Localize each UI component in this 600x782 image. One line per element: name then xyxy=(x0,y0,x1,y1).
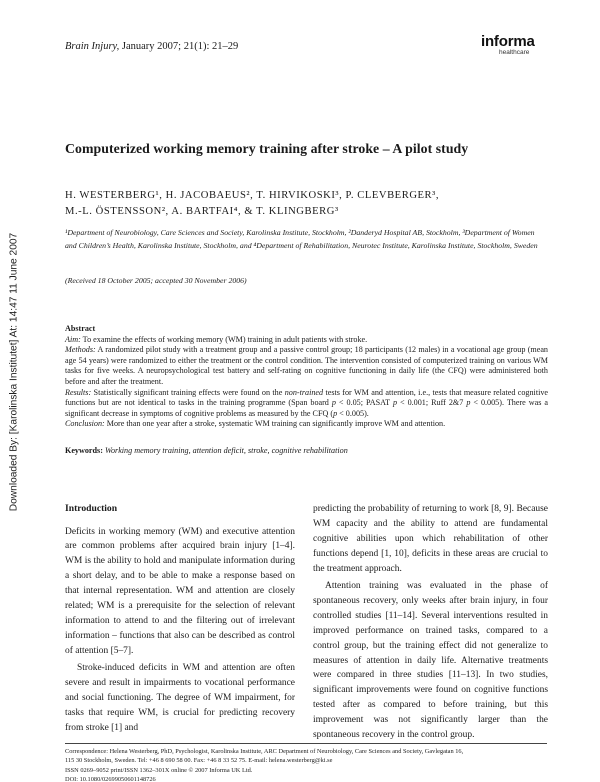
intro-paragraph: Deficits in working memory (WM) and executive attention are common problems after acquired brain injury [1–4]. WM is the ability to hold and manipulate information during a short delay, and to be able to make a response based on that internal representation. WM and attention are closely related; WM is a prerequisite for the selection of relevant information to attend to and the filtering out of irrelevant information – functions that also can be described as control of attention [5–7]. xyxy=(65,526,295,656)
publisher-logo xyxy=(481,34,535,57)
download-stamp: Downloaded By: [Karolinska Institutet] At: 14:47 11 June 2007 xyxy=(8,232,20,512)
intro-heading: Introduction xyxy=(65,503,118,514)
affiliations: ¹Department of Neurobiology, Care Sciences and Society, Karolinska Institute, Stockholm, ²Danderyd Hospital AB, Stockholm, ³Department of Women and Children’s Health, Karolinska Institute, Stockholm, and ⁴Department of Rehabilitation, Neurotec Institute, Karolinska Institute, Stockholm, Sweden xyxy=(65,228,538,251)
correspondence-line: Correspondence: Helena Westerberg, PhD, Psychologist, Karolinska Institute, ARC Department of Neurobiology, Care Sciences and Society, Gavlegatan 16, xyxy=(65,748,464,755)
journal-citation xyxy=(65,41,238,52)
doi-line: DOI: 10.1080/02699050601148726 xyxy=(65,775,156,782)
paper-title: Computerized working memory training after stroke – A pilot study xyxy=(65,141,469,156)
body-paragraph: predicting the probability of returning to work [8, 9]. Because WM capacity and the ability to attend are fundamental cognitive abilities upon which rehabilitation of other functions depend [1, 10], deficits in these areas are crucial to the treatment approach. xyxy=(313,504,548,574)
abstract xyxy=(65,324,548,430)
journal-issue: January 2007; 21(1): 21–29 xyxy=(119,41,239,52)
author-list xyxy=(65,188,545,220)
intro-paragraph: Stroke-induced deficits in WM and attention are often severe and result in impairments to vocational performance and social functioning. The degree of WM impairment, for tasks that require WM, is crucial for predicting recovery from stroke [1] and xyxy=(65,663,295,733)
author-line: H. WESTERBERG¹, H. JACOBAEUS², T. HIRVIKOSKI³, P. CLEVBERGER³, xyxy=(65,190,440,201)
abstract-methods: Methods: A randomized pilot study with a treatment group and a passive control group; 18 participants (12 males) in a vocational age group (mean age 54 years) were randomized to either the treatment or the control condition. The intervention consisted of computerized training on various WM tasks for five weeks. A neuropsychological test battery and self-rating on cognitive functioning in daily life (the CFQ) were administered both before and after the treatment. xyxy=(65,345,548,386)
keywords xyxy=(65,446,348,455)
author-line: M.-L. ÖSTENSSON², A. BARTFAI⁴, & T. KLINGBERG³ xyxy=(65,206,339,217)
keywords-label: Keywords: xyxy=(65,446,103,455)
left-column xyxy=(65,502,295,736)
body-paragraph: Attention training was evaluated in the phase of spontaneous recovery, only weeks after brain injury, in four controlled studies [11–14]. Several interventions resulted in improved performance on trained tasks, compared to a control group, but the training effect did not generalize to measures of attention in daily life. Alternative treatments were compared in three studies [11–13]. In two studies, significant improvements were found on cognitive functions tested after as compared to before training, but this improvement was not significantly larger than the spontaneous recovery in the control group. xyxy=(313,581,548,741)
footer-rule xyxy=(65,743,547,744)
journal-name: Brain Injury, xyxy=(65,41,120,52)
received-dates: (Received 18 October 2005; accepted 30 November 2006) xyxy=(65,276,247,285)
abstract-heading: Abstract xyxy=(65,324,96,333)
abstract-results: Results: Statistically significant training effects were found on the non-trained tests for WM and attention, i.e., tests that measure related cognitive functions but are not identical to tasks in the training programme (Span board p < 0.05; PASAT p < 0.001; Ruff 2&7 p < 0.005). There was a significant decrease in symptoms of cognitive problems as measured by the CFQ (p < 0.005). xyxy=(65,387,549,418)
logo-wordmark: informa xyxy=(481,33,535,50)
correspondence-line: 115 30 Stockholm, Sweden. Tel: +46 8 690 58 00. Fax: +46 8 33 52 75. E-mail: helena.westerberg@ki.se xyxy=(65,757,333,765)
keywords-value: Working memory training, attention deficit, stroke, cognitive rehabilitation xyxy=(104,446,348,455)
right-column xyxy=(313,502,548,743)
issn-line: ISSN 0269–9052 print/ISSN 1362–301X online © 2007 Informa UK Ltd. xyxy=(65,766,253,774)
logo-subtitle: healthcare xyxy=(499,49,530,56)
footer-notes xyxy=(65,747,548,782)
abstract-aim: Aim: To examine the effects of working memory (WM) training in adult patients with stroke. xyxy=(65,334,368,344)
abstract-conclusion: Conclusion: More than one year after a stroke, systematic WM training can significantly improve WM and attention. xyxy=(65,419,446,429)
